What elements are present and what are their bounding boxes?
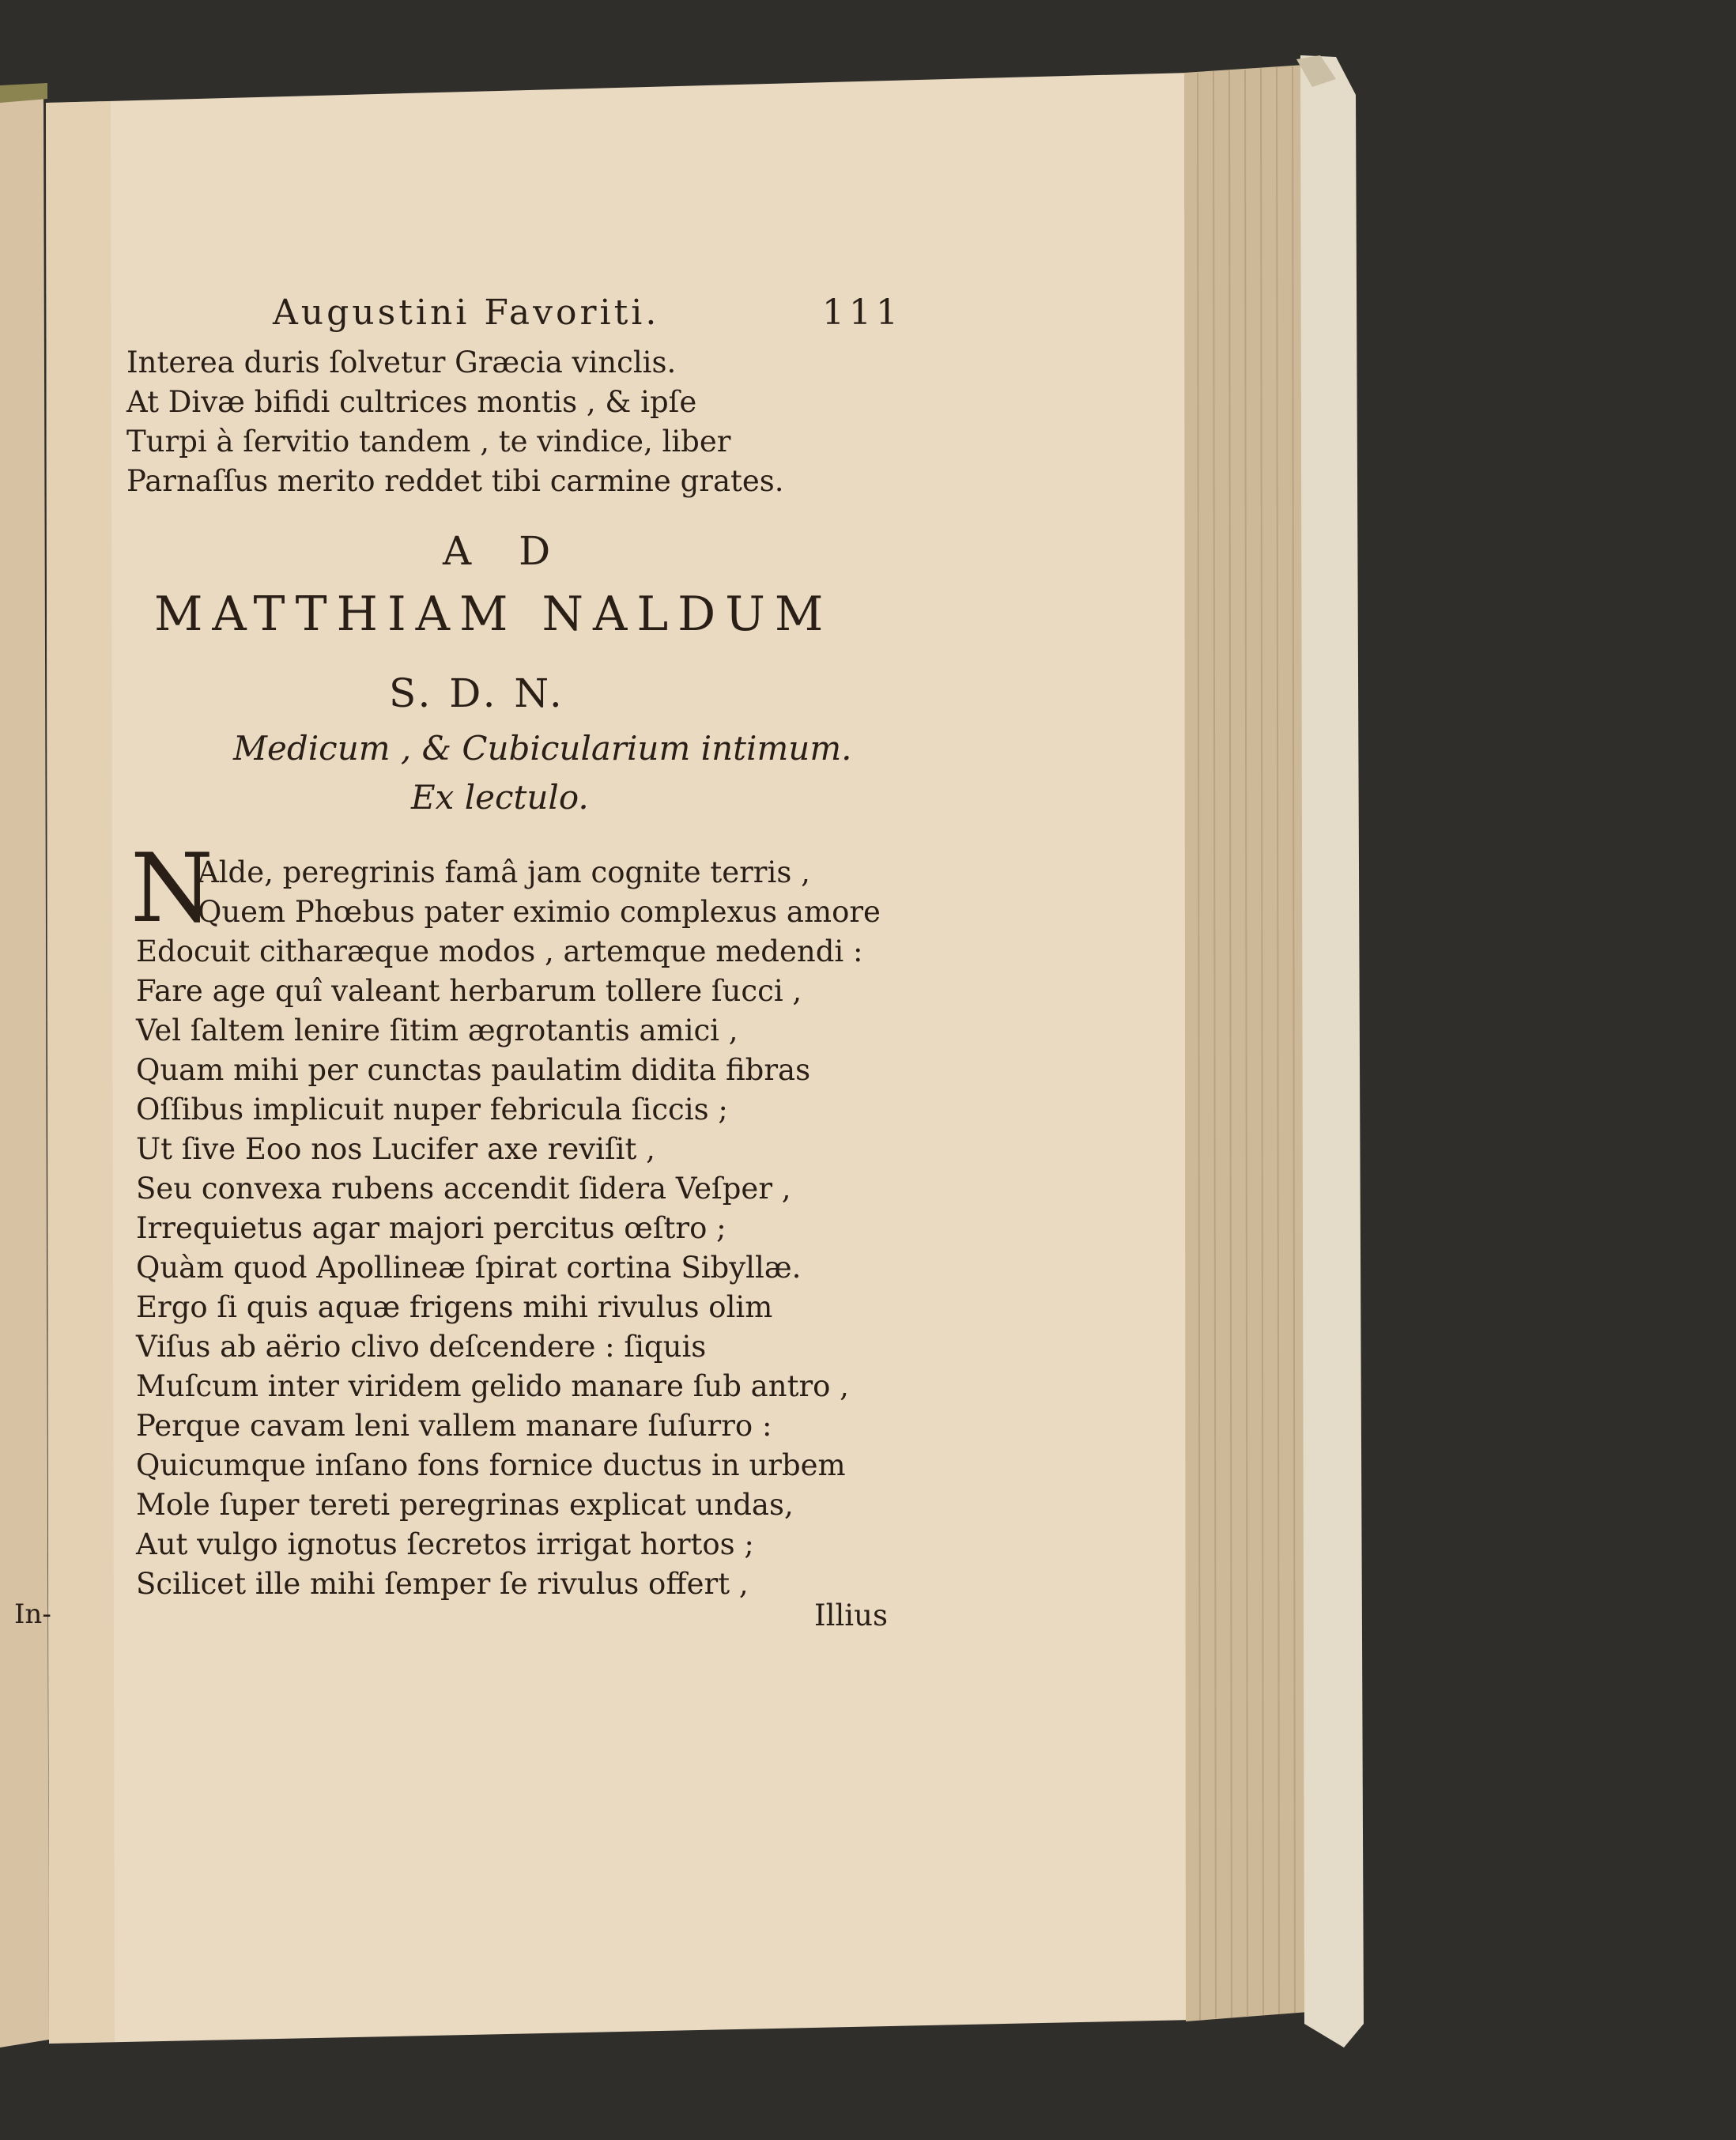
verse-line: Interea duris ſolvetur Græcia vinclis. <box>126 345 677 379</box>
title-sdn: S. D. N. <box>389 670 565 716</box>
title-subtitle: Medicum , & Cubicularium intimum. <box>233 729 852 768</box>
poem-line: Perque cavam leni vallem manare ſuſurro : <box>136 1409 772 1443</box>
poem-line: Aut vulgo ignotus ſecretos irrigat hortos ; <box>136 1527 754 1561</box>
verse-line: At Divæ bifidi cultrices montis , & ipſe <box>126 385 697 419</box>
poem-line: Quicumque inſano fons fornice ductus in urbem <box>136 1448 846 1482</box>
poem-line: Quàm quod Apollineæ ſpirat cortina Sibyllæ. <box>136 1251 802 1285</box>
poem-line: Scilicet ille mihi ſemper ſe rivulus offert , <box>136 1567 749 1601</box>
poem-line: Alde, peregrinis famâ jam cognite terris , <box>198 855 810 889</box>
poem-line: Oſſibus implicuit nuper febricula ſiccis ; <box>136 1093 728 1127</box>
poem-line: Ergo ſi quis aquæ frigens mihi rivulus olim <box>136 1290 773 1324</box>
poem-line: Irrequietus agar majori percitus œſtro ; <box>136 1211 726 1245</box>
poem-line: Edocuit citharæque modos , artemque medendi : <box>136 934 863 968</box>
title-name: MATTHIAM NALDUM <box>154 587 833 642</box>
running-head: Augustini Favoriti. <box>273 293 660 333</box>
verse-line: Parnaſſus merito reddet tibi carmine grates. <box>126 464 784 498</box>
drop-cap: N <box>130 834 213 944</box>
poem-line: Quam mihi per cunctas paulatim didita fibras <box>136 1053 811 1087</box>
poem-line: Mole ſuper tereti peregrinas explicat undas, <box>136 1488 794 1522</box>
poem-line: Seu convexa rubens accendit ſidera Veſper , <box>136 1172 791 1206</box>
page-number: 111 <box>822 293 903 333</box>
poem-line: Muſcum inter viridem gelido manare ſub antro , <box>136 1369 849 1403</box>
poem-line: Quem Phœbus pater eximio complexus amore <box>198 895 881 929</box>
title-occasion: Ex lectulo. <box>411 778 589 817</box>
poem-line: Vel ſaltem lenire ſitim ægrotantis amici , <box>136 1013 738 1047</box>
title-ad: AD <box>443 528 598 574</box>
catchword: Illius <box>814 1598 888 1632</box>
left-page-catchword: In- <box>14 1598 51 1630</box>
poem-line: Ut ſive Eoo nos Lucifer axe reviſit , <box>136 1132 655 1166</box>
verse-line: Turpi à ſervitio tandem , te vindice, liber <box>126 425 731 459</box>
poem-line: Viſus ab aërio clivo deſcendere : ſiquis <box>136 1330 707 1364</box>
poem-line: Fare age quî valeant herbarum tollere ſucci , <box>136 974 802 1008</box>
